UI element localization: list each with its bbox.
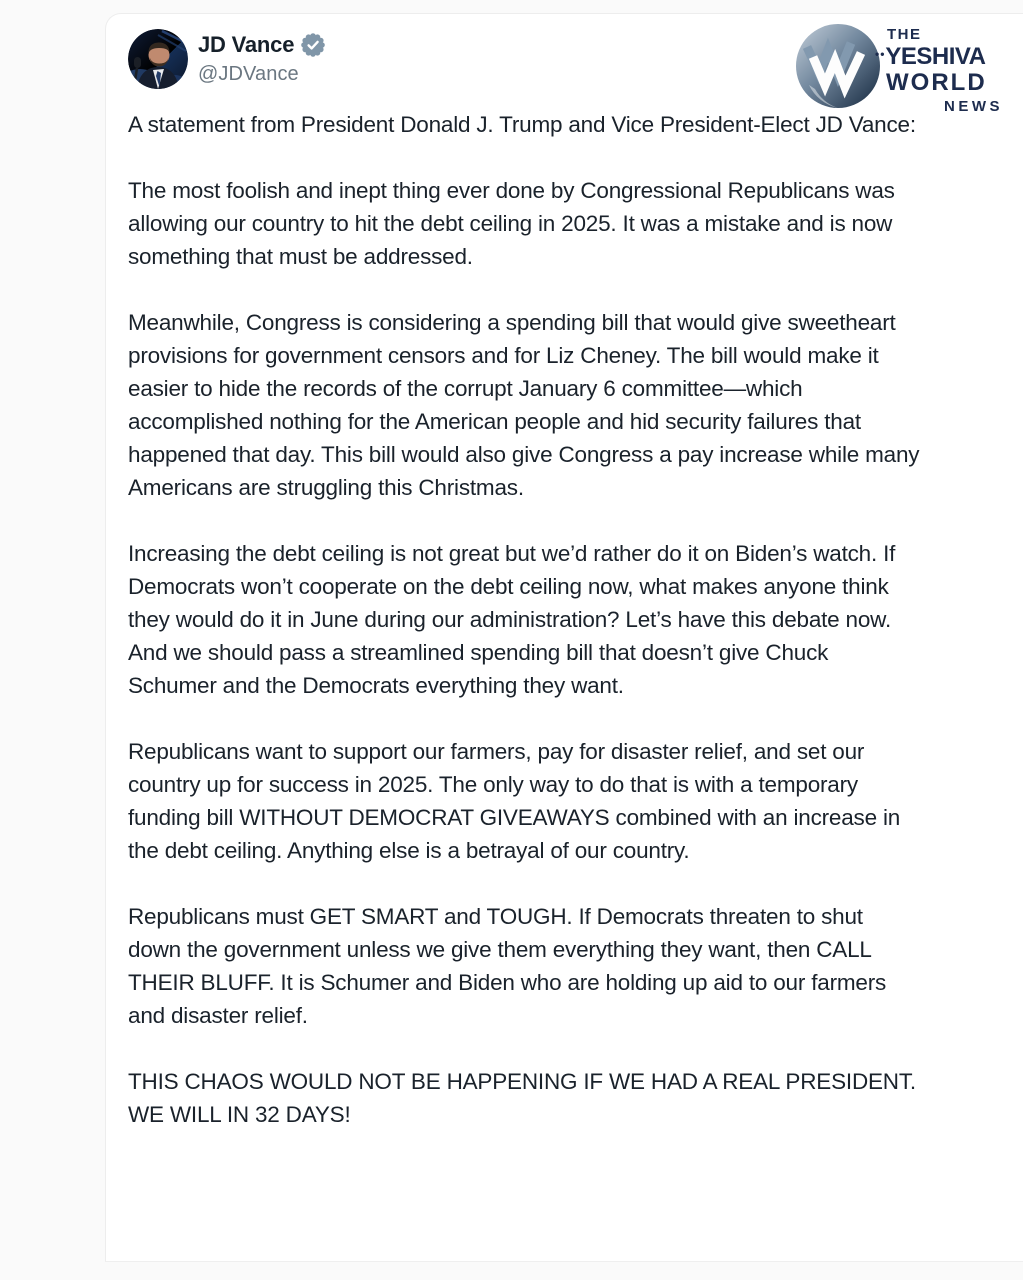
tweet-header [106,14,1023,122]
author-avatar[interactable] [128,29,188,89]
author-name[interactable]: JD Vance [198,32,295,57]
author-id-block [198,32,325,86]
logo-news: NEWS [944,98,1003,115]
logo-dots-icon: •• [875,47,886,61]
logo-yeshiva: YESHIVA [885,43,986,70]
avatar-photo-icon [128,29,188,89]
tweet-body [128,108,920,1131]
author-handle[interactable]: @JDVance [198,63,299,85]
tweet-paragraph: Republicans want to support our farmers, pay for disaster relief, and set our country up for success in 2025. The only way to do that is with a temporary funding bill WITHOUT DEMOCRAT GIVEAWAYS combined with an increase in the debt ceiling. Anything else is a betrayal of our country. [128,739,901,863]
ywn-globe-icon [795,23,881,109]
tweet-paragraph: Republicans must GET SMART and TOUGH. If Democrats threaten to shut down the government unless we give them everything they want, then CALL THEIR BLUFF. It is Schumer and Biden who are holding up aid to our farmers and disaster relief. [128,904,887,1028]
tweet-paragraph: The most foolish and inept thing ever done by Congressional Republicans was allowing our country to hit the debt ceiling in 2025. It was a mistake and is now something that must be addressed. [128,178,895,269]
tweet-paragraph: Meanwhile, Congress is considering a spending bill that would give sweetheart provisions for government censors and for Liz Cheney. The bill would make it easier to hide the records of the corrupt January 6 committee—which accomplished nothing for the American people and hid security failures that happened that day. This bill would also give Congress a pay increase while many Americans are struggling this Christmas. [128,310,920,500]
verified-badge-icon [301,33,325,57]
tweet-card [105,13,1023,1262]
tweet-paragraph: Increasing the debt ceiling is not great but we’d rather do it on Biden’s watch. If Democrats won’t cooperate on the debt ceiling now, what makes anyone think they would do it in June during our administration? Let’s have this debate now. And we should pass a streamlined spending bill that doesn’t give Chuck Schumer and the Democrats everything they want. [128,541,896,698]
logo-world: WORLD [886,69,987,96]
logo-the: THE [887,26,922,43]
tweet-paragraph: A statement from President Donald J. Trump and Vice President-Elect JD Vance: [128,112,916,137]
ywn-logo [795,18,1007,118]
tweet-paragraph: THIS CHAOS WOULD NOT BE HAPPENING IF WE HAD A REAL PRESIDENT. WE WILL IN 32 DAYS! [128,1069,916,1127]
